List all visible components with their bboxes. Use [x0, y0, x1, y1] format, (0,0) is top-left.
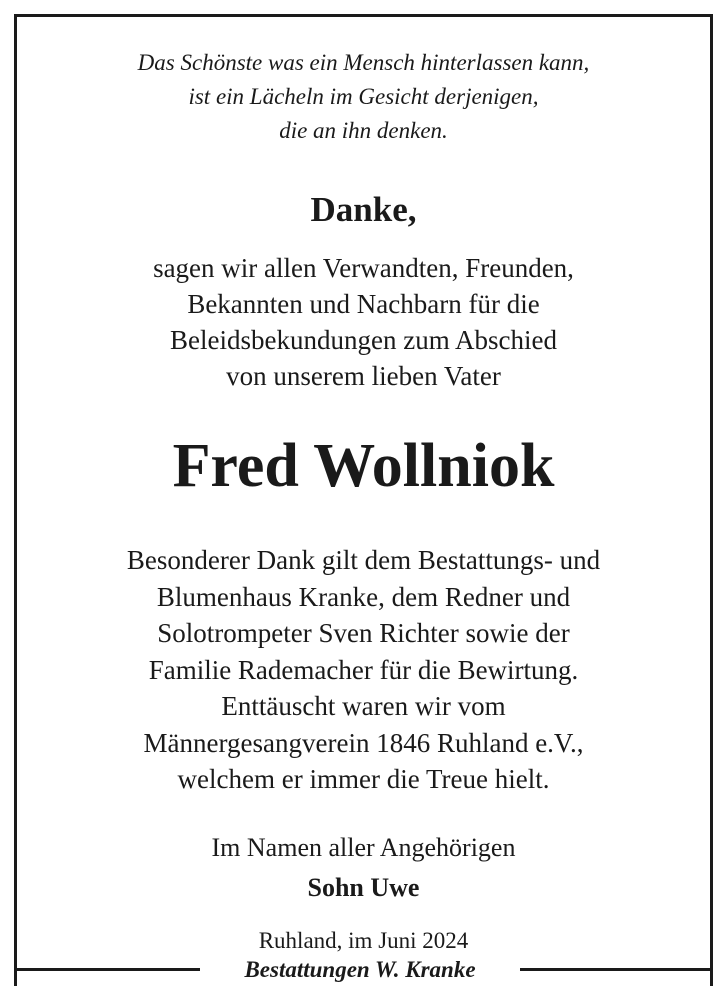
signature-intro: Im Namen aller Angehörigen [211, 833, 516, 862]
special-thanks-line: Blumenhaus Kranke, dem Redner und [156, 581, 571, 612]
special-thanks-line: Männergesangverein 1846 Ruhland e.V., [143, 727, 584, 758]
signature-name: Sohn Uwe [307, 873, 420, 902]
thanks-line: von unserem lieben Vater [226, 361, 501, 391]
memorial-quote [0, 46, 727, 148]
special-thanks-line: Enttäuscht waren wir vom [221, 691, 506, 721]
thanks-heading: Danke, [310, 190, 417, 229]
deceased-name: Fred Wollniok [172, 432, 555, 500]
thanks-line: Bekannten und Nachbarn für die [187, 289, 540, 319]
undertaker-name: Bestattungen W. Kranke [244, 957, 476, 982]
special-thanks-line: Familie Rademacher für die Bewirtung. [148, 654, 579, 685]
quote-line: Das Schönste was ein Mensch hinterlassen kann, [137, 50, 590, 75]
special-thanks-line: Besonderer Dank gilt dem Bestattungs- und [126, 545, 601, 575]
quote-line: die an ihn denken. [279, 118, 448, 143]
quote-line: ist ein Lächeln im Gesicht derjenigen, [188, 84, 539, 109]
place-and-date: Ruhland, im Juni 2024 [258, 928, 469, 953]
bottom-rule-left [14, 968, 200, 971]
special-thanks-text [0, 542, 727, 798]
thanks-text [0, 250, 727, 394]
thanks-line: sagen wir allen Verwandten, Freunden, [153, 253, 574, 283]
bottom-rule-right [520, 968, 713, 971]
special-thanks-line: Solotrompeter Sven Richter sowie der [157, 618, 570, 648]
thanks-line: Beleidsbekundungen zum Abschied [170, 325, 557, 355]
special-thanks-line: welchem er immer die Treue hielt. [177, 764, 550, 794]
